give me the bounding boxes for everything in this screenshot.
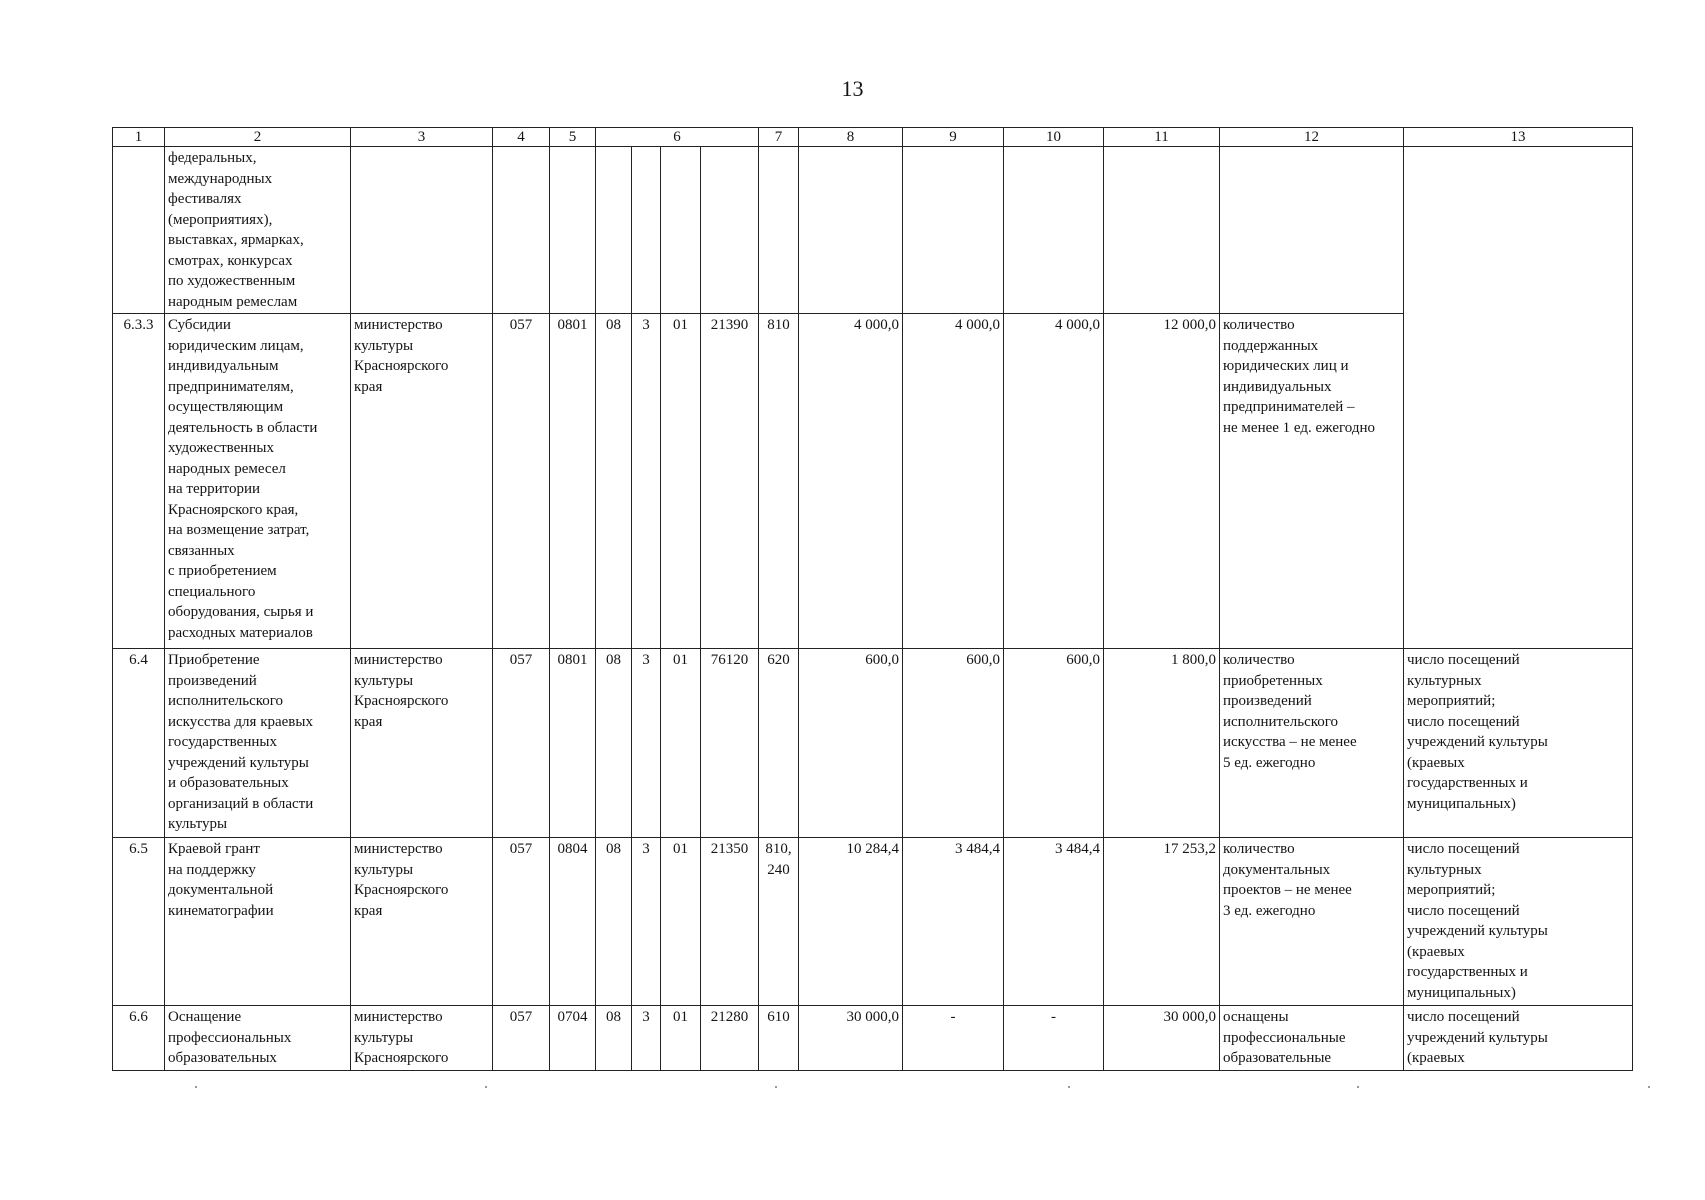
cell-total: 12 000,0: [1104, 314, 1220, 649]
cell-grbs: 057: [493, 314, 550, 649]
cell-csr-1: 08: [596, 314, 632, 649]
col-header-8: 8: [799, 128, 903, 147]
table-row: [113, 649, 1633, 838]
cell-csr-3: 01: [661, 314, 701, 649]
cell-event-name: Оснащение профессиональных образовательных: [165, 1006, 351, 1071]
table-row: [113, 838, 1633, 1006]
cell-result: количество документальных проектов – не менее 3 ед. ежегодно: [1220, 838, 1404, 1006]
cell-csr-2: [632, 147, 661, 314]
cell-csr-3: 01: [661, 649, 701, 838]
scan-artifacts: [0, 1086, 1705, 1090]
cell-csr-2: 3: [632, 838, 661, 1006]
cell-year-1: 30 000,0: [799, 1006, 903, 1071]
cell-indicator: число посещений культурных мероприятий; число посещений учреждений культуры (краевых государственных и муниципальных): [1404, 838, 1633, 1006]
cell-year-2: [903, 147, 1004, 314]
cell-csr-1: 08: [596, 1006, 632, 1071]
cell-csr-2: 3: [632, 1006, 661, 1071]
cell-csr-2: 3: [632, 649, 661, 838]
cell-owner: министерство культуры Красноярского края: [351, 649, 493, 838]
col-header-1: 1: [113, 128, 165, 147]
cell-grbs: [493, 147, 550, 314]
cell-total: 30 000,0: [1104, 1006, 1220, 1071]
cell-rzpr: 0801: [550, 314, 596, 649]
col-header-13: 13: [1404, 128, 1633, 147]
cell-csr-3: [661, 147, 701, 314]
cell-indicator: [1404, 147, 1633, 649]
cell-csr-4: [701, 147, 759, 314]
cell-result: количество приобретенных произведений исполнительского искусства – не менее 5 ед. ежегодно: [1220, 649, 1404, 838]
cell-year-3: -: [1004, 1006, 1104, 1071]
cell-csr-3: 01: [661, 838, 701, 1006]
cell-year-3: 600,0: [1004, 649, 1104, 838]
cell-rzpr: 0801: [550, 649, 596, 838]
cell-year-3: 4 000,0: [1004, 314, 1104, 649]
cell-indicator: число посещений учреждений культуры (краевых: [1404, 1006, 1633, 1071]
cell-year-2: 600,0: [903, 649, 1004, 838]
col-header-7: 7: [759, 128, 799, 147]
cell-owner: министерство культуры Красноярского края: [351, 314, 493, 649]
cell-indicator: число посещений культурных мероприятий; число посещений учреждений культуры (краевых государственных и муниципальных): [1404, 649, 1633, 838]
col-header-6: 6: [596, 128, 759, 147]
table-row-continuation: [113, 147, 1633, 314]
cell-grbs: 057: [493, 649, 550, 838]
col-header-12: 12: [1220, 128, 1404, 147]
col-header-5: 5: [550, 128, 596, 147]
cell-total: 1 800,0: [1104, 649, 1220, 838]
cell-year-2: 4 000,0: [903, 314, 1004, 649]
cell-vr: 810: [759, 314, 799, 649]
cell-year-2: -: [903, 1006, 1004, 1071]
cell-owner: [351, 147, 493, 314]
cell-vr: 620: [759, 649, 799, 838]
cell-grbs: 057: [493, 838, 550, 1006]
cell-csr-1: 08: [596, 649, 632, 838]
cell-year-1: [799, 147, 903, 314]
budget-program-table: [112, 127, 1633, 1071]
col-header-2: 2: [165, 128, 351, 147]
cell-csr-3: 01: [661, 1006, 701, 1071]
cell-csr-4: 21280: [701, 1006, 759, 1071]
cell-event-name: федеральных, международных фестивалях (мероприятиях), выставках, ярмарках, смотрах, конкурсах по художественным народным ремеслам: [165, 147, 351, 314]
col-header-11: 11: [1104, 128, 1220, 147]
cell-result: [1220, 147, 1404, 314]
cell-year-3: 3 484,4: [1004, 838, 1104, 1006]
cell-grbs: 057: [493, 1006, 550, 1071]
cell-num: 6.4: [113, 649, 165, 838]
cell-owner: министерство культуры Красноярского: [351, 1006, 493, 1071]
cell-csr-1: [596, 147, 632, 314]
col-header-4: 4: [493, 128, 550, 147]
cell-year-3: [1004, 147, 1104, 314]
cell-csr-4: 21390: [701, 314, 759, 649]
cell-num: [113, 147, 165, 314]
cell-csr-2: 3: [632, 314, 661, 649]
cell-vr: 610: [759, 1006, 799, 1071]
cell-year-1: 600,0: [799, 649, 903, 838]
col-header-3: 3: [351, 128, 493, 147]
col-header-10: 10: [1004, 128, 1104, 147]
page-number: 13: [841, 76, 864, 101]
cell-year-1: 4 000,0: [799, 314, 903, 649]
cell-year-2: 3 484,4: [903, 838, 1004, 1006]
cell-num: 6.5: [113, 838, 165, 1006]
cell-csr-4: 76120: [701, 649, 759, 838]
cell-event-name: Приобретение произведений исполнительского искусства для краевых государственных учреждений культуры и образовательных организаций в области культуры: [165, 649, 351, 838]
col-header-9: 9: [903, 128, 1004, 147]
cell-year-1: 10 284,4: [799, 838, 903, 1006]
column-number-row: [113, 128, 1633, 147]
cell-vr: 810, 240: [759, 838, 799, 1006]
cell-rzpr: [550, 147, 596, 314]
cell-num: 6.3.3: [113, 314, 165, 649]
cell-rzpr: 0704: [550, 1006, 596, 1071]
cell-event-name: Субсидии юридическим лицам, индивидуальным предпринимателям, осуществляющим деятельность в области художественных народных ремесел на территории Красноярского края, на возмещение затрат, связанных с приобретением специального оборудования, сырья и расходных материалов: [165, 314, 351, 649]
cell-owner: министерство культуры Красноярского края: [351, 838, 493, 1006]
cell-rzpr: 0804: [550, 838, 596, 1006]
cell-csr-1: 08: [596, 838, 632, 1006]
cell-result: количество поддержанных юридических лиц и индивидуальных предпринимателей – не менее 1 ед. ежегодно: [1220, 314, 1404, 649]
cell-num: 6.6: [113, 1006, 165, 1071]
cell-result: оснащены профессиональные образовательные: [1220, 1006, 1404, 1071]
table-row: [113, 1006, 1633, 1071]
cell-vr: [759, 147, 799, 314]
cell-total: 17 253,2: [1104, 838, 1220, 1006]
cell-event-name: Краевой грант на поддержку документальной кинематографии: [165, 838, 351, 1006]
cell-csr-4: 21350: [701, 838, 759, 1006]
cell-total: [1104, 147, 1220, 314]
